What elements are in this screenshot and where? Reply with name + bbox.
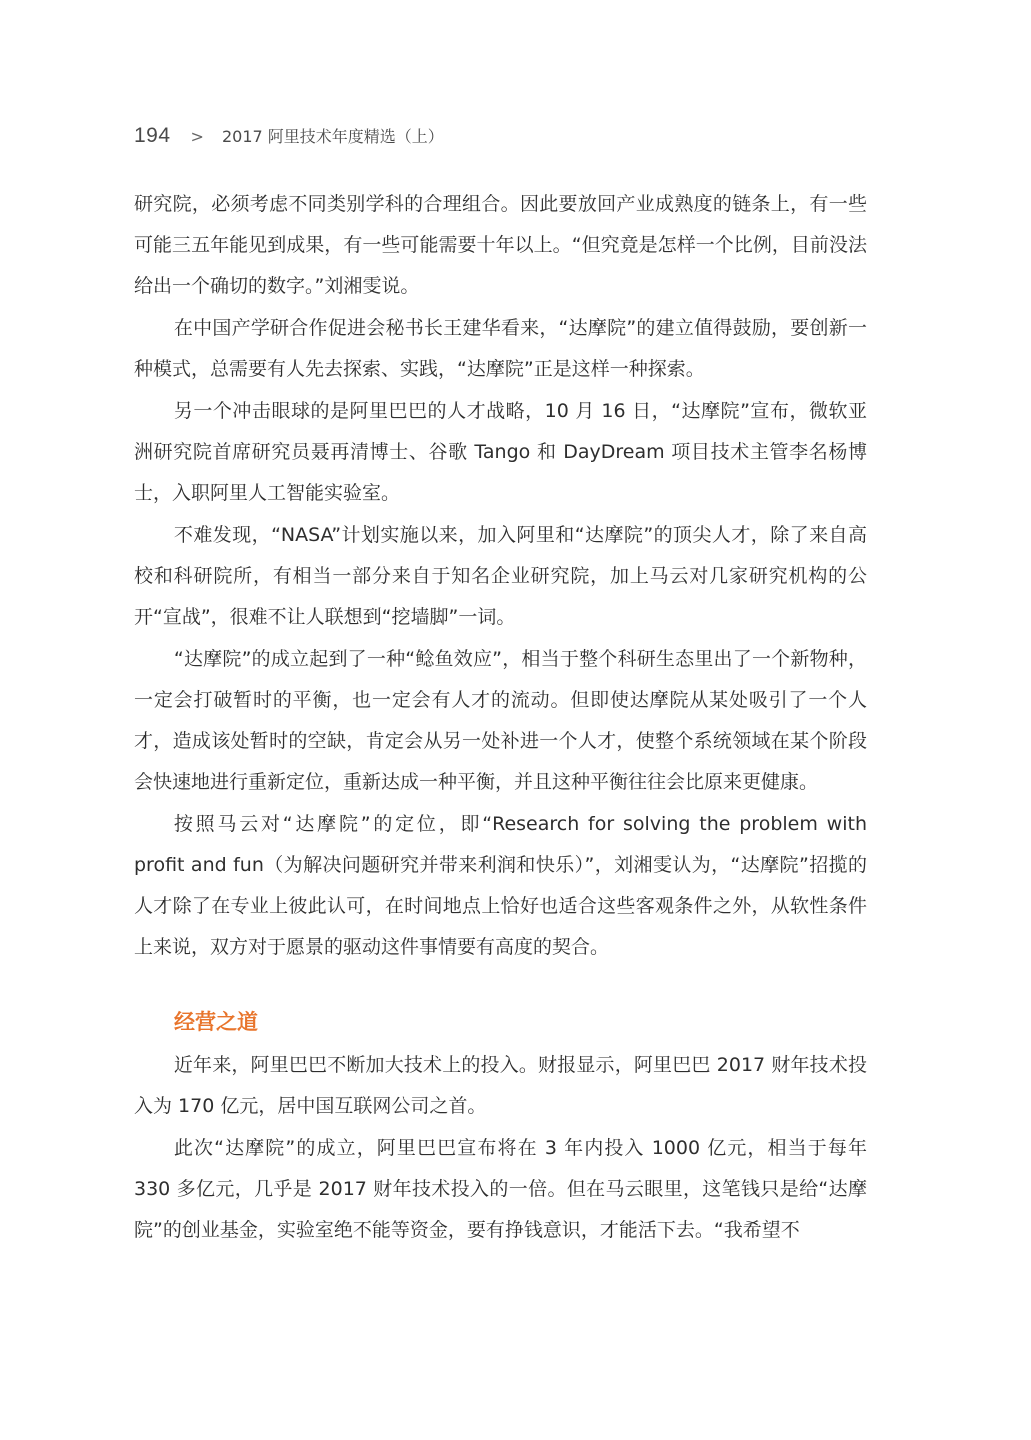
section-heading: 经营之道 [174,1010,258,1034]
paragraph: 此次“达摩院”的成立，阿里巴巴宣布将在 3 年内投入 1000 亿元，相当于每年 330 多亿元，几乎是 2017 财年技术投入的一倍。但在马云眼里，这笔钱只是给“达摩院”的创业基金，实验室绝不能等资金，要有挣钱意识，才能活下去。“我希望不 [134,1137,867,1241]
paragraph: 按照马云对“达摩院”的定位，即“Research for solving the problem with profit and fun（为解决问题研究并带来利润和快乐）”，刘湘雯认为，“达摩院”招揽的人才除了在专业上彼此认可，在时间地点上恰好也适合这些客观条件之外，从软性条件上来说，双方对于愿景的驱动这件事情要有高度的契合。 [134,813,867,958]
paragraph: 近年来，阿里巴巴不断加大技术上的投入。财报显示，阿里巴巴 2017 财年技术投入为 170 亿元，居中国互联网公司之首。 [134,1054,867,1117]
book-title: 2017 阿里技术年度精选（上） [221,127,444,146]
paragraph: 不难发现，“NASA”计划实施以来，加入阿里和“达摩院”的顶尖人才，除了来自高校和科研院所，有相当一部分来自于知名企业研究院，加上马云对几家研究机构的公开“宣战”，很难不让人联想到“挖墙脚”一词。 [134,524,867,628]
paragraph: 研究院，必须考虑不同类别学科的合理组合。因此要放回产业成熟度的链条上，有一些可能三五年能见到成果，有一些可能需要十年以上。“但究竟是怎样一个比例，目前没法给出一个确切的数字。”刘湘雯说。 [134,193,867,297]
page-body [134,184,867,1252]
paragraph: 在中国产学研合作促进会秘书长王建华看来，“达摩院”的建立值得鼓励，要创新一种模式，总需要有人先去探索、实践，“达摩院”正是这样一种探索。 [134,317,867,380]
running-header [134,124,444,148]
paragraph: “达摩院”的成立起到了一种“鲶鱼效应”，相当于整个科研生态里出了一个新物种，一定会打破暂时的平衡，也一定会有人才的流动。但即使达摩院从某处吸引了一个人才，造成该处暂时的空缺，肯定会从另一处补进一个人才，使整个系统领域在某个阶段会快速地进行重新定位，重新达成一种平衡，并且这种平衡往往会比原来更健康。 [134,648,867,793]
page-number: 194 [134,124,171,147]
header-separator: > [190,127,204,146]
paragraph: 另一个冲击眼球的是阿里巴巴的人才战略，10 月 16 日，“达摩院”宣布，微软亚洲研究院首席研究员聂再清博士、谷歌 Tango 和 DayDream 项目技术主管李名杨博士，入职阿里人工智能实验室。 [134,400,867,504]
